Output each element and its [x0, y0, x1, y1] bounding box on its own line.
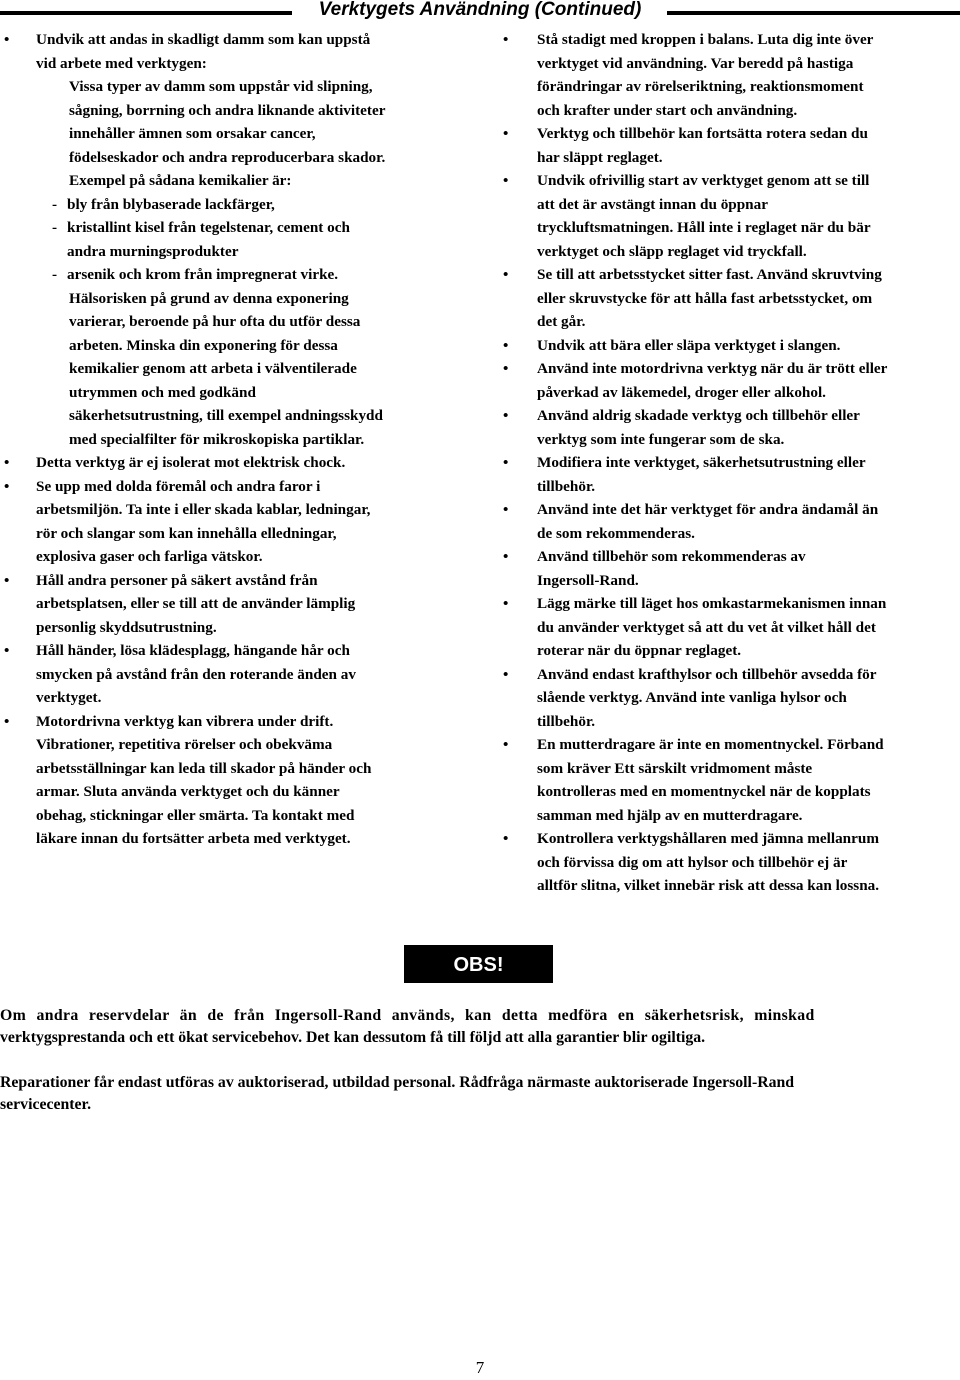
bullet-icon: •	[503, 501, 509, 518]
text-line: rör och slangar som kan innehålla elledningar,	[36, 524, 337, 542]
text-line: Stå stadigt med kroppen i balans. Luta dig inte över	[537, 31, 874, 48]
text-line: arbetsställningar kan leda till skador på händer och	[36, 759, 372, 777]
text-line: tillbehör.	[537, 477, 596, 495]
text-line: Motordrivna verktyg kan vibrera under drift.	[36, 712, 334, 730]
sub-paragraph	[36, 169, 458, 193]
text-line: att det är avstängt innan du öppnar	[537, 195, 768, 213]
bullet-icon: •	[503, 407, 509, 424]
text-line: vid arbete med verktygen:	[36, 54, 207, 72]
text-line: roterar när du öppnar reglaget.	[537, 642, 742, 659]
bullet-icon: •	[503, 360, 509, 377]
text-line: Verktyg och tillbehör kan fortsätta rotera sedan du	[537, 125, 868, 142]
text-line: arsenik och krom från impregnerat virke.	[67, 266, 339, 283]
text-line: eller skruvstycke för att hålla fast arbetsstycket, om	[537, 289, 873, 307]
bullet-item	[500, 498, 958, 545]
text-line: Lägg märke till läget hos omkastarmekanismen innan	[537, 595, 887, 612]
text-line: Detta verktyg är ej isolerat mot elektrisk chock.	[36, 454, 346, 471]
text-line: En mutterdragare är inte en momentnyckel. Förband	[537, 736, 884, 753]
text-line: de som rekommenderas.	[537, 524, 695, 542]
text-line: Håll andra personer på säkert avstånd från	[36, 571, 318, 589]
text-line: Håll händer, lösa klädesplagg, hängande hår och	[36, 642, 350, 659]
text-line: verktyget.	[36, 689, 102, 706]
text-line: kristallint kisel från tegelstenar, cement och	[67, 219, 350, 236]
text-line: och krafter under start och användning.	[537, 101, 798, 119]
text-line: födelseskador och andra reproducerbara skador.	[69, 148, 386, 166]
text-line: armar. Sluta använda verktyget och du känner	[36, 783, 340, 800]
bullet-item	[500, 451, 958, 498]
bullet-icon: •	[4, 454, 10, 471]
text-line: tryckluftsmatningen. Håll inte i reglaget när du bär	[537, 219, 871, 236]
text-line: Vissa typer av damm som uppstår vid slipning,	[69, 78, 373, 95]
text-line: alltför slitna, vilket innebär risk att dessa kan lossna.	[537, 877, 880, 894]
bullet-item	[0, 710, 458, 851]
dash-item	[0, 216, 458, 263]
dash-icon: -	[52, 266, 58, 283]
bullet-item	[500, 169, 958, 263]
text-line: Se till att arbetsstycket sitter fast. Använd skruvtving	[537, 266, 882, 283]
text-line: smycken på avstånd från den roterande änden av	[36, 665, 356, 683]
text-line: samman med hjälp av en mutterdragare.	[537, 806, 803, 824]
text-line: du använder verktyget så att du vet åt vilket håll det	[537, 618, 876, 636]
text-line: och förvissa dig om att hylsor och tillbehör ej är	[537, 853, 848, 871]
bullet-item	[500, 263, 958, 334]
bullet-item	[500, 827, 958, 898]
bullet-item	[500, 28, 958, 122]
text-line: bly från blybaserade lackfärger,	[67, 195, 275, 213]
text-line: påverkad av läkemedel, droger eller alkohol.	[537, 383, 826, 401]
bullet-item	[500, 334, 958, 358]
notice-label: OBS!	[404, 945, 553, 983]
bullet-item-continuation	[0, 287, 458, 452]
text-line: andra murningsprodukter	[67, 242, 239, 260]
text-line: servicecenter.	[0, 1096, 92, 1113]
text-line: Om andra reservdelar än de från Ingersoll-Rand används, kan detta medföra en säkerhetsrisk, minskad	[0, 1007, 815, 1024]
bullet-icon: •	[4, 477, 10, 495]
text-line: Använd tillbehör som rekommenderas av	[537, 548, 806, 565]
text-line: verktyg som inte fungerar som de ska.	[537, 430, 785, 448]
text-line: Använd endast krafthylsor och tillbehör avsedda för	[537, 665, 877, 683]
bullet-icon: •	[503, 31, 509, 48]
text-line: förändringar av rörelseriktning, reaktionsmoment	[537, 78, 864, 95]
bullet-item	[500, 357, 958, 404]
page-header	[0, 0, 960, 26]
right-column	[500, 28, 958, 898]
text-line: verktyget och släpp reglaget vid tryckfall.	[537, 242, 807, 260]
dash-icon: -	[52, 195, 58, 213]
header-title: Verktygets Användning (Continued)	[318, 0, 642, 20]
text-line: personlig skyddsutrustning.	[36, 618, 217, 636]
text-line: Kontrollera verktygshållaren med jämna mellanrum	[537, 830, 879, 847]
dash-item	[0, 263, 458, 287]
text-line: kontrolleras med en momentnyckel när de kopplats	[537, 783, 871, 800]
text-line: Exempel på sådana kemikalier är:	[69, 172, 292, 189]
bullet-icon: •	[503, 665, 509, 683]
text-line: verktyget vid användning. Var beredd på hastiga	[537, 54, 854, 72]
bullet-icon: •	[503, 266, 509, 283]
text-line: explosiva gaser och farliga vätskor.	[36, 548, 263, 565]
text-line: med specialfilter för mikroskopiska partiklar.	[69, 430, 365, 448]
text-line: säkerhetsutrustning, till exempel andningsskydd	[69, 407, 383, 424]
text-line: Ingersoll-Rand.	[537, 571, 639, 589]
bullet-icon: •	[503, 336, 509, 354]
text-line: Hälsorisken på grund av denna exponering	[69, 289, 349, 307]
text-line: verktygsprestanda och ett ökat servicebehov. Det kan dessutom få till följd att alla garantier blir ogiltiga.	[0, 1029, 706, 1046]
bullet-icon: •	[503, 548, 509, 565]
text-line: Använd aldrig skadade verktyg och tillbehör eller	[537, 407, 860, 424]
bullet-item	[500, 545, 958, 592]
bullet-item	[500, 404, 958, 451]
text-line: Använd inte motordrivna verktyg när du är trött eller	[537, 360, 888, 377]
bullet-item	[0, 475, 458, 569]
text-line: tillbehör.	[537, 712, 596, 730]
text-line: Undvik ofrivillig start av verktyget genom att se till	[537, 172, 870, 189]
text-line: läkare innan du fortsätter arbeta med verktyget.	[36, 830, 351, 847]
sub-paragraph	[36, 287, 458, 452]
text-line: Vibrationer, repetitiva rörelser och obekväma	[36, 736, 333, 753]
text-line: Undvik att andas in skadligt damm som kan uppstå	[36, 31, 371, 48]
bullet-icon: •	[503, 172, 509, 189]
bullet-icon: •	[503, 736, 509, 753]
bullet-icon: •	[503, 830, 509, 847]
dash-icon: -	[52, 219, 58, 236]
header-rule-left	[0, 11, 292, 15]
bullet-item	[0, 569, 458, 640]
text-line: Modifiera inte verktyget, säkerhetsutrustning eller	[537, 454, 866, 471]
text-line: sågning, borrning och andra liknande aktiviteter	[69, 101, 386, 119]
header-rule-right	[667, 11, 960, 15]
text-line: Reparationer får endast utföras av auktoriserad, utbildad personal. Rådfråga närmaste auktoriserade Ingersoll-Rand	[0, 1074, 795, 1091]
bullet-item	[0, 28, 458, 193]
text-line: varierar, beroende på hur ofta du utför dessa	[69, 313, 361, 330]
text-line: arbetsmiljön. Ta inte i eller skada kablar, ledningar,	[36, 501, 371, 518]
bullet-icon: •	[4, 642, 10, 659]
text-line: kemikalier genom att arbeta i välventilerade	[69, 360, 357, 377]
text-line: utrymmen och med godkänd	[69, 383, 256, 401]
text-line: Se upp med dolda föremål och andra faror i	[36, 477, 321, 495]
bullet-item	[0, 451, 458, 475]
dash-item	[0, 193, 458, 217]
text-line: innehåller ämnen som orsakar cancer,	[69, 125, 316, 142]
bullet-icon: •	[503, 595, 509, 612]
bullet-item	[0, 639, 458, 710]
bullet-icon: •	[4, 31, 10, 48]
text-line: Undvik att bära eller släpa verktyget i slangen.	[537, 336, 841, 354]
bullet-icon: •	[4, 712, 10, 730]
bullet-icon: •	[503, 125, 509, 142]
bullet-item	[500, 663, 958, 734]
bullet-icon: •	[503, 454, 509, 471]
text-line: arbeten. Minska din exponering för dessa	[69, 336, 338, 354]
bullet-item	[500, 122, 958, 169]
text-line: arbetsplatsen, eller se till att de använder lämplig	[36, 595, 356, 612]
text-line: obehag, stickningar eller smärta. Ta kontakt med	[36, 806, 355, 824]
text-line: har släppt reglaget.	[537, 148, 663, 166]
text-line: slående verktyg. Använd inte vanliga hylsor och	[537, 689, 847, 706]
bullet-item	[500, 592, 958, 663]
text-line: Använd inte det här verktyget för andra ändamål än	[537, 501, 879, 518]
text-line: det går.	[537, 313, 586, 330]
notice-paragraph	[0, 1072, 960, 1116]
bullet-item	[500, 733, 958, 827]
notice-paragraph	[0, 1005, 960, 1049]
sub-paragraph	[36, 75, 458, 169]
page-number: 7	[475, 1358, 485, 1377]
text-line: som kräver Ett särskilt vridmoment måste	[537, 759, 813, 777]
left-column	[0, 28, 458, 851]
bullet-icon: •	[4, 571, 10, 589]
